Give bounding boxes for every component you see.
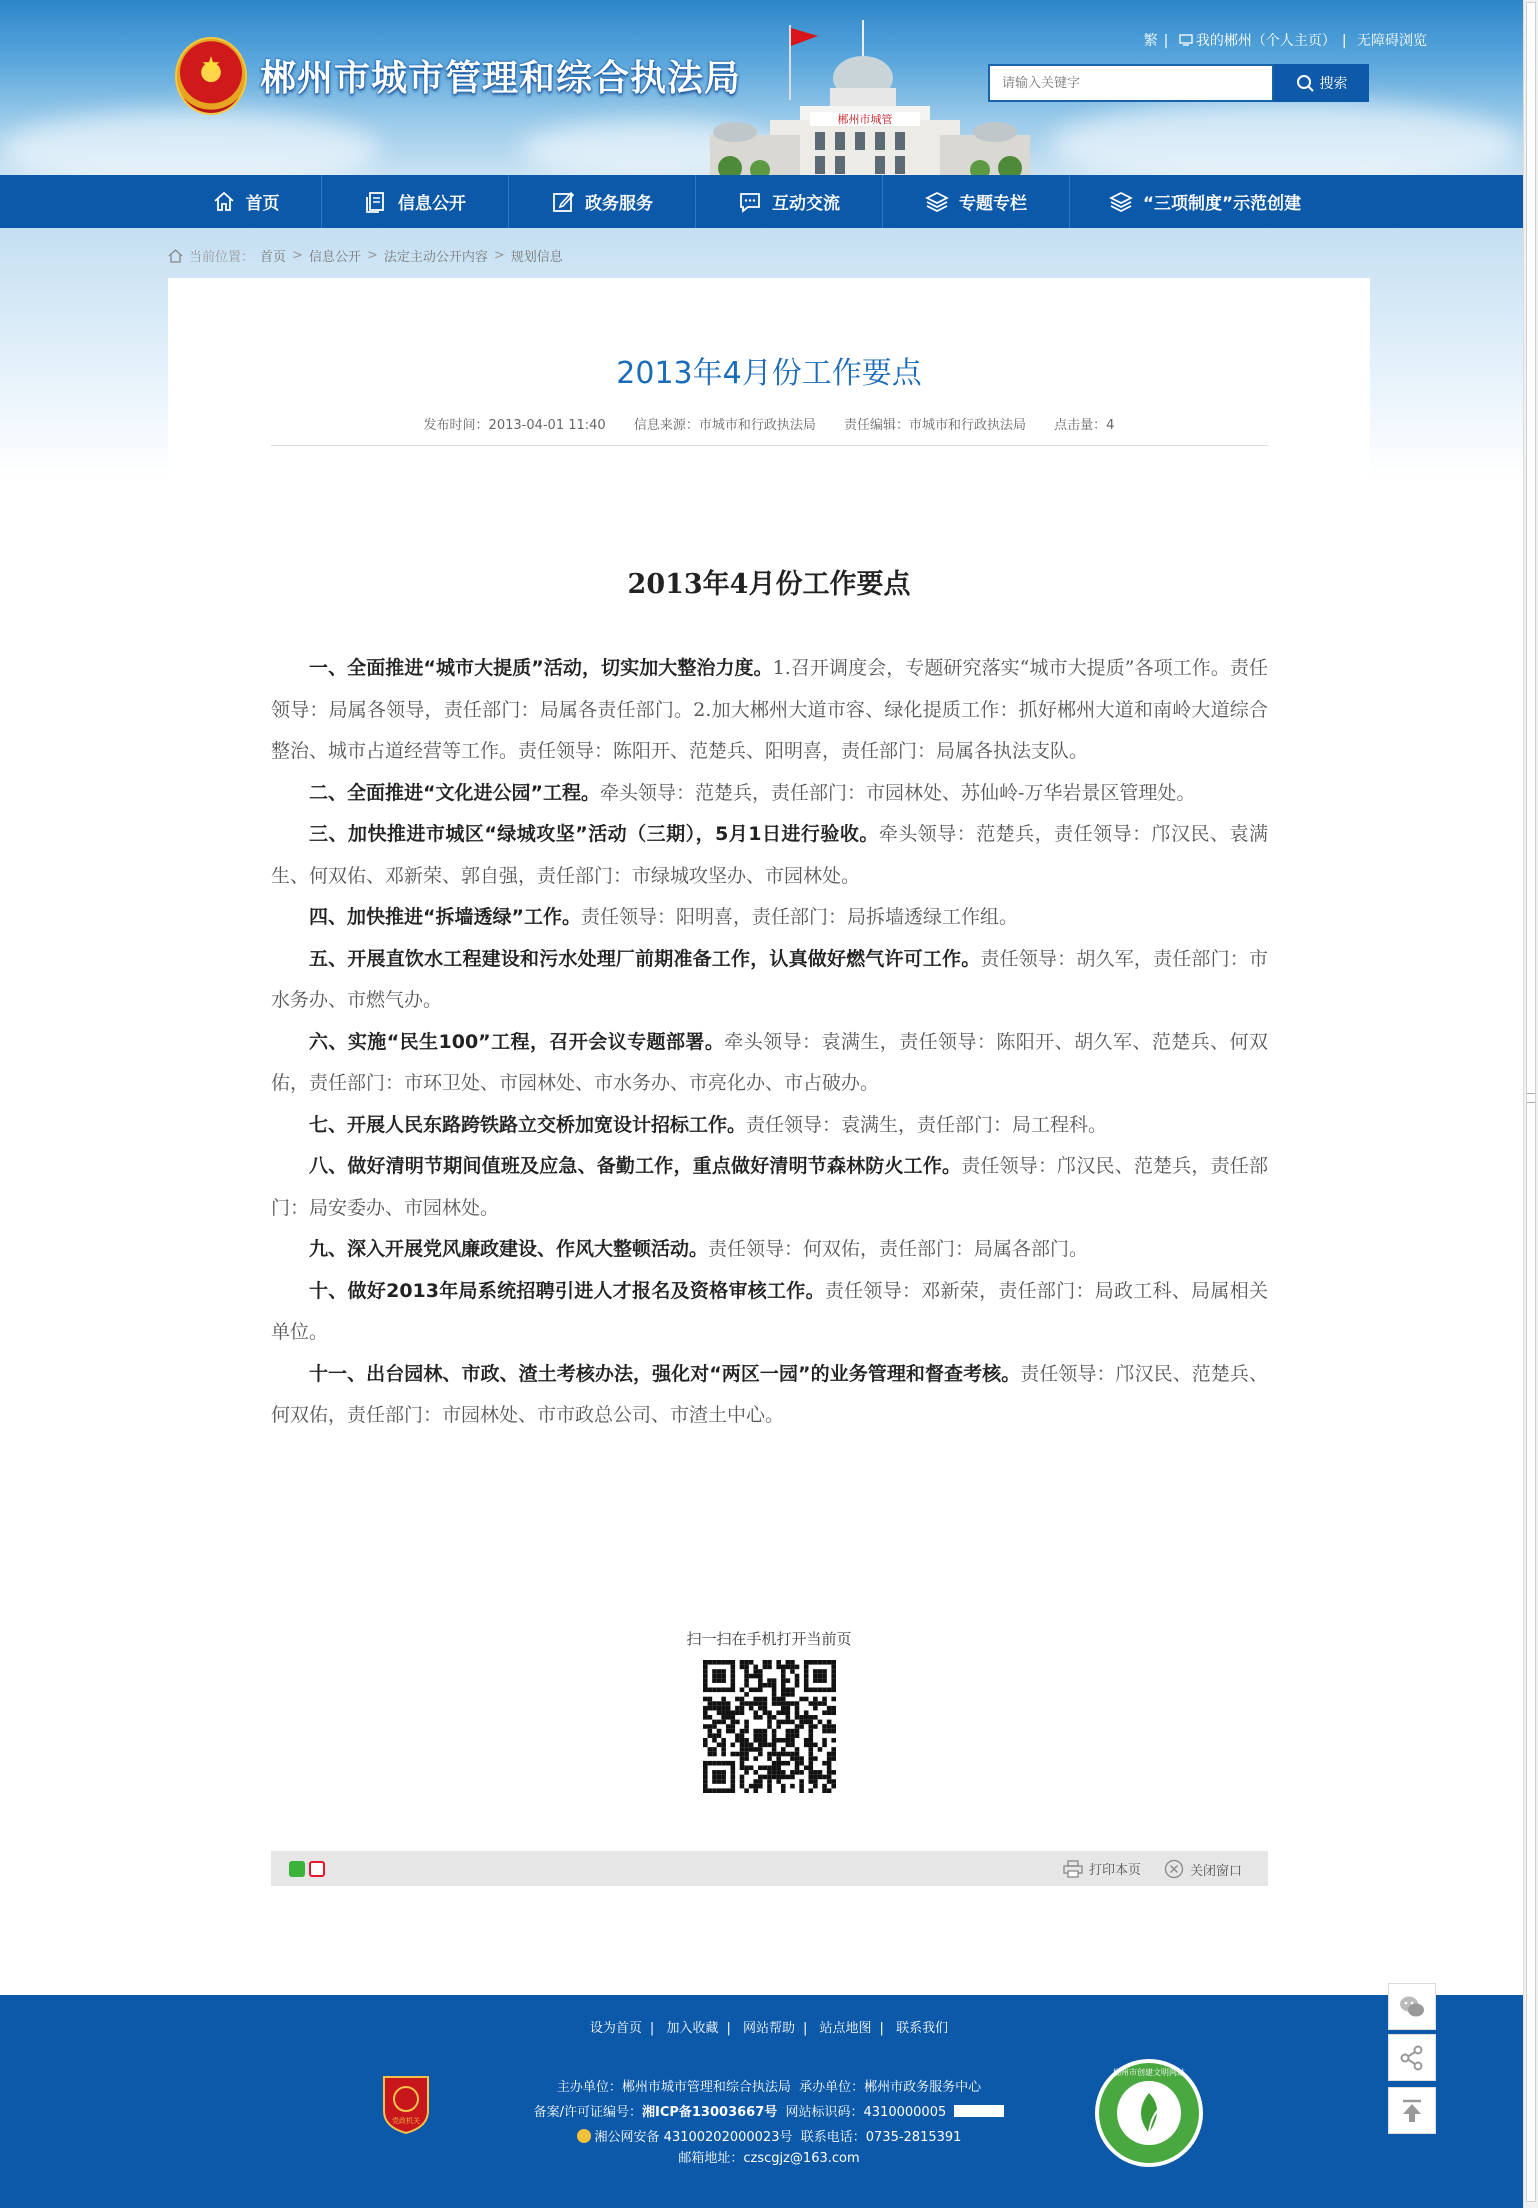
printer-icon: [1063, 1860, 1083, 1878]
qr-code: [703, 1660, 836, 1793]
paragraph-heading: 十、做好2013年局系统招聘引进人才报名及资格审核工作。: [309, 1279, 825, 1302]
party-gov-badge-text: 党政机关: [392, 2117, 420, 2125]
footer-link-help[interactable]: 网站帮助: [742, 2021, 795, 2036]
wechat-share-icon[interactable]: [289, 1861, 305, 1877]
breadcrumb-item[interactable]: 首页: [260, 250, 287, 265]
share-bar: [271, 1851, 1268, 1886]
main-nav: [0, 175, 1523, 228]
layers-icon: [1109, 190, 1133, 214]
civilized-website-badge[interactable]: [1093, 2057, 1205, 2169]
edit-icon: [551, 190, 575, 214]
article-body: [271, 648, 1268, 1437]
paragraph-heading: 六、实施“民生100”工程，召开会议专题部署。: [309, 1030, 725, 1053]
paragraph: [271, 648, 1268, 773]
layers-icon: [925, 190, 949, 214]
paragraph-heading: 一、全面推进“城市大提质”活动，切实加大整治力度。: [309, 657, 773, 679]
my-chenzhou-link[interactable]: [1179, 33, 1336, 49]
nav-item-home[interactable]: [170, 175, 322, 228]
scrollbar[interactable]: [1523, 0, 1538, 2208]
footer-link-sitemap[interactable]: 站点地图: [819, 2021, 872, 2036]
paragraph-heading: 七、开展人民东路跨铁路立交桥加宽设计招标工作。: [309, 1113, 747, 1136]
paragraph-text: 牵头领导：范楚兵，责任领导：邝汉民、袁满生、何双佑、邓新荣、郭自强，责任部门：市绿城攻坚办、市园林处。: [271, 823, 1268, 887]
print-button[interactable]: [1063, 1859, 1141, 1878]
civilized-website-badge-text: 郴州市创建文明网站: [1113, 2068, 1185, 2077]
paragraph-text: 牵头领导：袁满生，责任领导：陈阳开、胡久军、范楚兵、何双佑，责任部门：市环卫处、市园林处、市水务办、市亮化办、市占破办。: [271, 1030, 1268, 1094]
icp-number[interactable]: 湘ICP备13003667号: [641, 2105, 778, 2120]
breadcrumb-separator: >: [493, 248, 505, 263]
nav-label-interaction: 互动交流: [772, 194, 840, 214]
paragraph-heading: 十一、出台园林、市政、渣土考核办法，强化对“两区一园”的业务管理和督查考核。: [309, 1362, 1021, 1385]
footer-link-favorite[interactable]: 加入收藏: [666, 2021, 719, 2036]
divider: [271, 445, 1268, 446]
top-links: 繁 | 我的郴州（个人主页） | 无障碍浏览: [1143, 33, 1427, 49]
hit-count: 点击量：4: [1054, 418, 1115, 433]
breadcrumb-item[interactable]: 规划信息: [510, 250, 563, 265]
contact-email: 邮箱地址：czscgjz@163.com: [678, 2151, 860, 2166]
monitor-icon: [1179, 34, 1193, 46]
nav-item-three-systems[interactable]: [1070, 175, 1340, 228]
breadcrumb-prefix: 当前位置：: [189, 250, 255, 265]
paragraph-text: 责任领导：邝汉民、范楚兵、何双佑，责任部门：市园林处、市市政总公司、市渣土中心。: [271, 1362, 1268, 1426]
close-circle-icon: [1164, 1859, 1184, 1879]
building-sign: 郴州市城管: [837, 113, 893, 126]
paragraph: [271, 1229, 1268, 1271]
nav-label-home: 首页: [245, 194, 280, 214]
paragraph-text: 责任领导：袁满生，责任部门：局工程科。: [746, 1113, 1108, 1136]
breadcrumb: [168, 246, 563, 265]
search-box: [988, 64, 1274, 102]
share-icon: [1397, 2043, 1427, 2073]
police-icon: [577, 2129, 591, 2143]
paragraph-heading: 二、全面推进“文化进公园”工程。: [309, 781, 600, 804]
footer-info: [0, 2075, 1538, 2171]
nav-item-gov-services[interactable]: [509, 175, 696, 228]
wechat-float-button[interactable]: [1388, 1983, 1436, 2030]
print-label: 打印本页: [1089, 1863, 1142, 1878]
police-record[interactable]: 湘公网安备 43100202000023号: [594, 2130, 793, 2145]
close-window-button[interactable]: [1164, 1859, 1242, 1879]
paragraph: [271, 1022, 1268, 1105]
breadcrumb-item[interactable]: 信息公开: [308, 250, 361, 265]
sponsor: 主办单位：郴州市城市管理和综合执法局: [556, 2080, 791, 2095]
accessibility-link[interactable]: 无障碍浏览: [1357, 33, 1427, 49]
footer: [0, 1995, 1523, 2208]
nav-item-special-topics[interactable]: [883, 175, 1070, 228]
article-meta: [0, 414, 1538, 433]
paragraph-heading: 四、加快推进“拆墙透绿”工作。: [309, 906, 581, 928]
paragraph-text: 责任领导：邝汉民、范楚兵，责任部门：局安委办、市园林处。: [271, 1155, 1268, 1219]
close-label: 关闭窗口: [1190, 1863, 1243, 1879]
article-title: 2013年4月份工作要点: [616, 356, 922, 391]
my-chenzhou-label: 我的郴州（个人主页）: [1195, 33, 1336, 49]
home-icon: [168, 249, 183, 263]
paragraph-text: 责任领导：胡久军，责任部门：市水务办、市燃气办。: [271, 947, 1268, 1011]
search-icon: [1296, 74, 1314, 92]
publish-time: 发布时间：2013-04-01 11:40: [423, 418, 606, 433]
paragraph: [271, 773, 1268, 815]
paragraph-heading: 八、做好清明节期间值班及应急、备勤工作，重点做好清明节森林防火工作。: [309, 1155, 962, 1177]
document-icon: [364, 190, 388, 214]
organizer: 承办单位：郴州市政务服务中心: [799, 2080, 982, 2095]
national-emblem: ★: [175, 37, 247, 115]
scrollbar-thumb[interactable]: [1526, 2, 1536, 2202]
paragraph: [271, 814, 1268, 897]
share-float-button[interactable]: [1388, 2034, 1436, 2081]
breadcrumb-item[interactable]: 法定主动公开内容: [383, 250, 488, 265]
search-input[interactable]: [990, 66, 1272, 100]
cnzz-badge[interactable]: [954, 2105, 1004, 2117]
editor: 责任编辑：市城市和行政执法局: [844, 418, 1027, 433]
paragraph-heading: 九、深入开展党风廉政建设、作风大整顿活动。: [309, 1238, 709, 1260]
site-title: 郴州市城市管理和综合执法局: [260, 58, 742, 99]
breadcrumb-separator: >: [366, 248, 378, 263]
chat-icon: [738, 190, 762, 214]
paragraph-text: 1.召开调度会，专题研究落实“城市大提质”各项工作。责任领导：局属各领导，责任部门：局属各责任部门。2.加大郴州大道市容、绿化提质工作：抓好郴州大道和南岭大道综合整治、城市占道经营等工作。责任领导：陈阳开、范楚兵、阳明喜，责任部门：局属各执法支队。: [271, 657, 1268, 762]
nav-label-info-disclosure: 信息公开: [398, 194, 466, 214]
breadcrumb-separator: >: [292, 248, 303, 263]
back-to-top-button[interactable]: [1388, 2087, 1436, 2134]
paragraph-text: 责任领导：邓新荣，责任部门：局政工科、局属相关单位。: [271, 1279, 1268, 1343]
qr-label: 扫一扫在手机打开当前页: [686, 1630, 852, 1648]
paragraph: [271, 1271, 1268, 1354]
paragraph: [271, 897, 1268, 939]
search-button-label: 搜索: [1319, 76, 1348, 92]
paragraph-heading: 三、加快推进市城区“绿城攻坚”活动（三期），5月1日进行验收。: [309, 823, 879, 845]
nav-item-info-disclosure[interactable]: [322, 175, 509, 228]
paragraph-text: 责任领导：阳明喜，责任部门：局拆墙透绿工作组。: [580, 906, 1018, 928]
paragraph: [271, 1105, 1268, 1147]
header-banner: [0, 0, 1523, 175]
weibo-share-icon[interactable]: [309, 1861, 325, 1877]
icp-prefix: 备案/许可证编号：: [533, 2105, 642, 2120]
paragraph-text: 责任领导：何双佑，责任部门：局属各部门。: [708, 1238, 1089, 1260]
arrow-up-icon: [1397, 2096, 1427, 2126]
nav-label-gov-services: 政务服务: [585, 194, 653, 214]
home-icon: [212, 190, 236, 214]
nav-label-special-topics: 专题专栏: [959, 194, 1027, 214]
wechat-icon: [1397, 1992, 1427, 2022]
paragraph: [271, 939, 1268, 1022]
share-icons: [289, 1861, 325, 1877]
contact-phone: 联系电话：0735-2815391: [800, 2130, 962, 2145]
footer-link-contact[interactable]: 联系我们: [896, 2021, 949, 2036]
document-title: 2013年4月份工作要点: [627, 569, 911, 600]
site-code: 网站标识码：4310000005: [785, 2105, 947, 2120]
footer-link-set-home[interactable]: 设为首页: [589, 2021, 642, 2036]
nav-item-interaction[interactable]: [696, 175, 883, 228]
search-button[interactable]: [1274, 64, 1369, 102]
paragraph-text: 牵头领导：范楚兵，责任部门：市园林处、苏仙岭-万华岩景区管理处。: [599, 781, 1196, 804]
footer-links: 设为首页 | 加入收藏 | 网站帮助 | 站点地图 | 联系我们: [589, 2021, 949, 2036]
info-source: 信息来源：市城市和行政执法局: [633, 418, 816, 433]
paragraph-heading: 五、开展直饮水工程建设和污水处理厂前期准备工作，认真做好燃气许可工作。: [309, 947, 981, 970]
traditional-chinese-link[interactable]: 繁: [1143, 33, 1158, 49]
paragraph: [271, 1146, 1268, 1229]
nav-label-three-systems: “三项制度”示范创建: [1142, 194, 1302, 214]
paragraph: [271, 1354, 1268, 1437]
